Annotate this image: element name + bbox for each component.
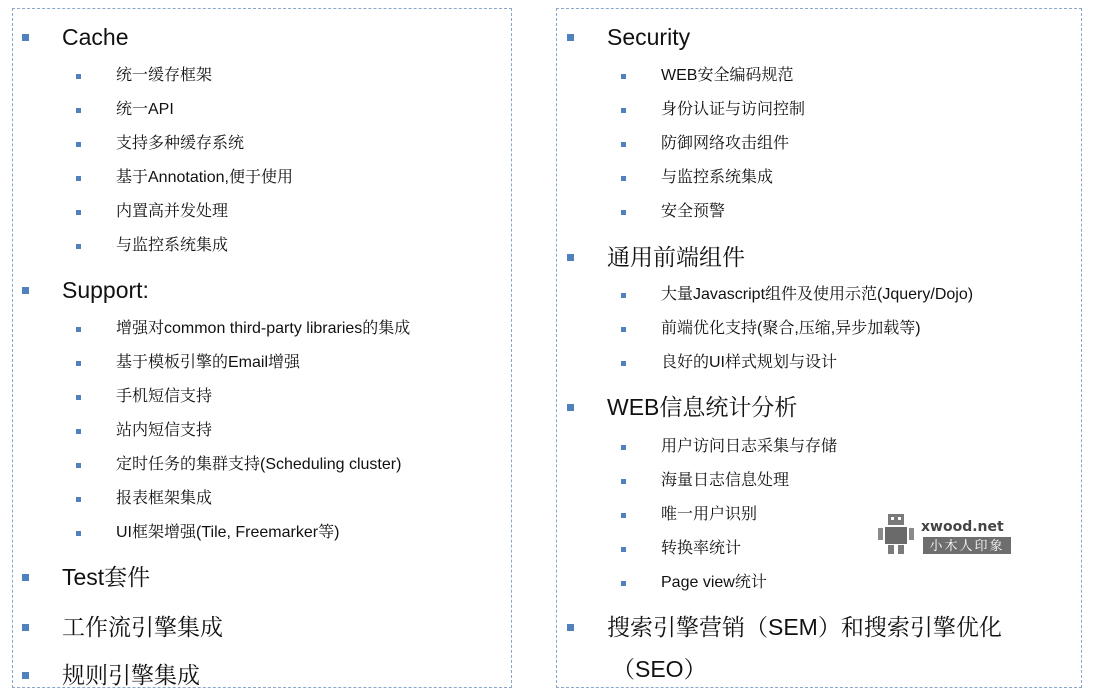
topic-label: Security <box>607 24 691 50</box>
list-item-label: 大量Javascript组件及使用示范(Jquery/Dojo) <box>661 286 974 303</box>
topic-label: 工作流引擎集成 <box>62 614 223 640</box>
bullet-icon <box>22 574 29 581</box>
list-item <box>116 133 244 155</box>
watermark-subtitle: 小木人印象 <box>923 537 1011 554</box>
topic-web-analytics <box>607 392 797 422</box>
bullet-icon <box>76 361 81 366</box>
list-item-label: 身份认证与访问控制 <box>661 101 806 118</box>
list-item-label: 防御网络攻击组件 <box>661 135 790 152</box>
bullet-icon <box>621 581 626 586</box>
list-item <box>661 572 767 594</box>
bullet-icon <box>567 624 574 631</box>
list-item-label: 站内短信支持 <box>116 422 213 439</box>
topic-support <box>62 275 149 305</box>
list-item <box>661 352 837 374</box>
list-item <box>661 470 789 492</box>
list-item <box>661 167 773 189</box>
bullet-icon <box>621 176 626 181</box>
bullet-icon <box>22 672 29 679</box>
bullet-icon <box>76 244 81 249</box>
bullet-icon <box>621 361 626 366</box>
list-item <box>116 65 212 87</box>
list-item-label: UI框架增强(Tile, Freemarker等) <box>116 524 340 541</box>
list-item-label: 内置高并发处理 <box>116 203 229 220</box>
topic-label: 通用前端组件 <box>607 244 745 270</box>
list-item <box>661 65 793 87</box>
list-item <box>661 99 805 121</box>
bullet-icon <box>621 293 626 298</box>
list-item-label: 基于模板引擎的Email增强 <box>116 354 301 371</box>
list-item-label: 统一缓存框架 <box>116 67 213 84</box>
list-item-label: 报表框架集成 <box>116 490 213 507</box>
list-item-label: 唯一用户识别 <box>661 506 758 523</box>
list-item-label: 良好的UI样式规划与设计 <box>661 354 838 371</box>
list-item-label: 支持多种缓存系统 <box>116 135 245 152</box>
topic-label: 规则引擎集成 <box>62 662 200 688</box>
robot-icon <box>875 512 919 556</box>
bullet-icon <box>621 210 626 215</box>
bullet-icon <box>76 108 81 113</box>
list-item-label: WEB安全编码规范 <box>661 67 794 84</box>
list-item-label: 与监控系统集成 <box>116 237 229 254</box>
list-item-label: Page view统计 <box>661 574 767 591</box>
list-item <box>661 133 789 155</box>
list-item <box>116 454 401 476</box>
list-item-label: 转换率统计 <box>661 540 742 557</box>
list-item <box>661 436 837 458</box>
topic-sem-seo-continuation <box>612 654 707 684</box>
bullet-icon <box>76 497 81 502</box>
bullet-icon <box>22 34 29 41</box>
bullet-icon <box>76 327 81 332</box>
bullet-icon <box>621 327 626 332</box>
list-item-label: 基于Annotation,便于使用 <box>116 169 293 186</box>
bullet-icon <box>621 74 626 79</box>
list-item-label: 增强对common third-party libraries的集成 <box>116 320 411 337</box>
right-panel <box>556 8 1082 688</box>
bullet-icon <box>621 445 626 450</box>
list-item <box>661 538 741 560</box>
list-item <box>116 99 174 121</box>
list-item <box>116 167 293 189</box>
list-item <box>661 284 973 306</box>
bullet-icon <box>567 254 574 261</box>
bullet-icon <box>76 74 81 79</box>
bullet-icon <box>621 142 626 147</box>
topic-cache <box>62 22 128 52</box>
topic-label: 搜索引擎营销（SEM）和搜索引擎优化 <box>607 614 1002 640</box>
list-item <box>116 488 212 510</box>
list-item-label: 与监控系统集成 <box>661 169 774 186</box>
bullet-icon <box>22 287 29 294</box>
bullet-icon <box>621 108 626 113</box>
list-item-label: 前端优化支持(聚合,压缩,异步加载等) <box>661 320 921 337</box>
topic-label: Support: <box>62 277 149 303</box>
bullet-icon <box>76 176 81 181</box>
bullet-icon <box>76 395 81 400</box>
list-item-label: 定时任务的集群支持(Scheduling cluster) <box>116 456 402 473</box>
watermark-logo <box>875 512 1015 558</box>
bullet-icon <box>76 210 81 215</box>
bullet-icon <box>76 142 81 147</box>
list-item <box>116 420 212 442</box>
bullet-icon <box>22 624 29 631</box>
bullet-icon <box>76 429 81 434</box>
bullet-icon <box>76 531 81 536</box>
bullet-icon <box>567 34 574 41</box>
list-item-label: 统一API <box>116 101 174 118</box>
topic-label: Cache <box>62 24 129 50</box>
list-item-label: 海量日志信息处理 <box>661 472 790 489</box>
topic-workflow <box>62 612 223 642</box>
bullet-icon <box>621 513 626 518</box>
list-item <box>661 318 921 340</box>
bullet-icon <box>76 463 81 468</box>
list-item <box>661 201 725 223</box>
list-item <box>116 318 410 340</box>
topic-sem-seo <box>607 612 1002 642</box>
list-item-label: 手机短信支持 <box>116 388 213 405</box>
list-item-label: 用户访问日志采集与存储 <box>661 438 838 455</box>
watermark-brand: xwood.net <box>921 519 1004 535</box>
bullet-icon <box>567 404 574 411</box>
list-item <box>661 504 757 526</box>
list-item <box>116 235 228 257</box>
list-item <box>116 201 228 223</box>
list-item <box>116 352 300 374</box>
list-item <box>116 522 339 544</box>
topic-rules <box>62 660 200 690</box>
topic-frontend <box>607 242 745 272</box>
bullet-icon <box>621 479 626 484</box>
list-item-label: 安全预警 <box>661 203 726 220</box>
list-item <box>116 386 212 408</box>
topic-security <box>607 22 690 52</box>
topic-label: WEB信息统计分析 <box>607 394 798 420</box>
topic-test <box>62 562 150 592</box>
topic-label-continuation: （SEO） <box>612 656 707 682</box>
topic-label: Test套件 <box>62 564 151 590</box>
bullet-icon <box>621 547 626 552</box>
